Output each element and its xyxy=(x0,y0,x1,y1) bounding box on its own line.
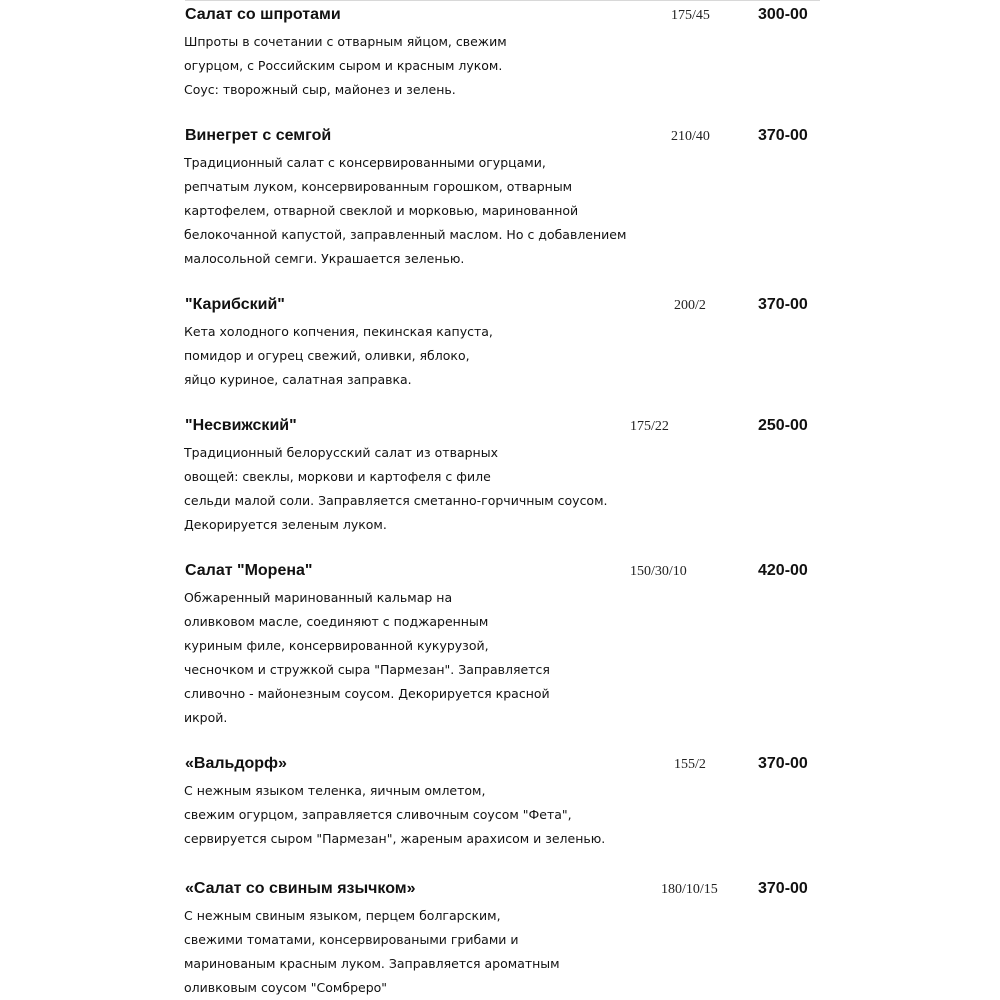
description-line: Традиционный салат с консервированными огурцами, xyxy=(184,155,546,170)
description-line: Кета холодного копчения, пекинская капуста, xyxy=(184,324,493,339)
description-line: малосольной семги. Украшается зеленью. xyxy=(184,251,465,266)
menu-item-price: 420-00 xyxy=(758,562,808,579)
menu-item-weight: 155/2 xyxy=(674,757,706,772)
menu-item-price: 370-00 xyxy=(758,755,808,772)
menu-item-weight: 210/40 xyxy=(671,129,710,144)
menu-item-description xyxy=(184,320,493,392)
description-line: С нежным языком теленка, яичным омлетом, xyxy=(184,783,486,798)
menu-item-title: "Несвижский" xyxy=(185,417,297,434)
menu-item-description xyxy=(184,586,550,730)
description-line: Шпроты в сочетании с отварным яйцом, свежим xyxy=(184,34,507,49)
menu-item-title: «Вальдорф» xyxy=(185,755,287,772)
description-line: оливковом масле, соединяют с поджаренным xyxy=(184,614,489,629)
menu-item-title: Салат со шпротами xyxy=(185,6,341,23)
description-line: сервируется сыром "Пармезан", жареным арахисом и зеленью. xyxy=(184,831,606,846)
description-line: свежими томатами, консервироваными грибами и xyxy=(184,932,519,947)
menu-item-price: 370-00 xyxy=(758,127,808,144)
menu-item-title: Салат "Морена" xyxy=(185,562,313,579)
description-line: икрой. xyxy=(184,710,228,725)
menu-item-title: Винегрет с семгой xyxy=(185,127,332,144)
menu-item-weight: 180/10/15 xyxy=(661,882,718,897)
menu-item-weight: 175/45 xyxy=(671,8,710,23)
description-line: овощей: свеклы, моркови и картофеля с филе xyxy=(184,469,491,484)
description-line: сельди малой соли. Заправляется сметанно-горчичным соусом. xyxy=(184,493,608,508)
description-line: оливковым соусом "Сомбреро" xyxy=(184,980,388,995)
menu-item-weight: 200/2 xyxy=(674,298,706,313)
menu-item-price: 370-00 xyxy=(758,880,808,897)
description-line: картофелем, отварной свеклой и морковью, маринованной xyxy=(184,203,579,218)
description-line: маринованым красным луком. Заправляется ароматным xyxy=(184,956,560,971)
description-line: свежим огурцом, заправляется сливочным соусом "Фета", xyxy=(184,807,572,822)
menu-item-price: 370-00 xyxy=(758,296,808,313)
menu-item-price: 300-00 xyxy=(758,6,808,23)
menu-item-description xyxy=(184,904,560,1000)
description-line: сливочно - майонезным соусом. Декорируется красной xyxy=(184,686,550,701)
description-line: Традиционный белорусский салат из отварных xyxy=(184,445,498,460)
menu-item-title: «Салат со свиным язычком» xyxy=(185,880,416,897)
description-line: чесночком и стружкой сыра "Пармезан". Заправляется xyxy=(184,662,550,677)
description-line: репчатым луком, консервированным горошком, отварным xyxy=(184,179,573,194)
menu-item-description xyxy=(184,779,605,851)
description-line: Соус: творожный сыр, майонез и зелень. xyxy=(184,82,456,97)
menu-item-weight: 175/22 xyxy=(630,419,669,434)
description-line: помидор и огурец свежий, оливки, яблоко, xyxy=(184,348,470,363)
description-line: огурцом, с Российским сыром и красным луком. xyxy=(184,58,503,73)
description-line: белокочанной капустой, заправленный маслом. Но с добавлением xyxy=(184,227,627,242)
menu-item-description xyxy=(184,441,608,537)
menu-item-description xyxy=(184,151,626,271)
description-line: Декорируется зеленым луком. xyxy=(184,517,387,532)
description-line: яйцо куриное, салатная заправка. xyxy=(184,372,412,387)
menu-item-description xyxy=(184,30,507,102)
top-divider xyxy=(185,0,820,1)
description-line: куриным филе, консервированной кукурузой, xyxy=(184,638,489,653)
menu-item-price: 250-00 xyxy=(758,417,808,434)
menu-item-weight: 150/30/10 xyxy=(630,564,687,579)
description-line: С нежным свиным языком, перцем болгарским, xyxy=(184,908,501,923)
menu-item-title: "Карибский" xyxy=(185,296,285,313)
description-line: Обжаренный маринованный кальмар на xyxy=(184,590,453,605)
